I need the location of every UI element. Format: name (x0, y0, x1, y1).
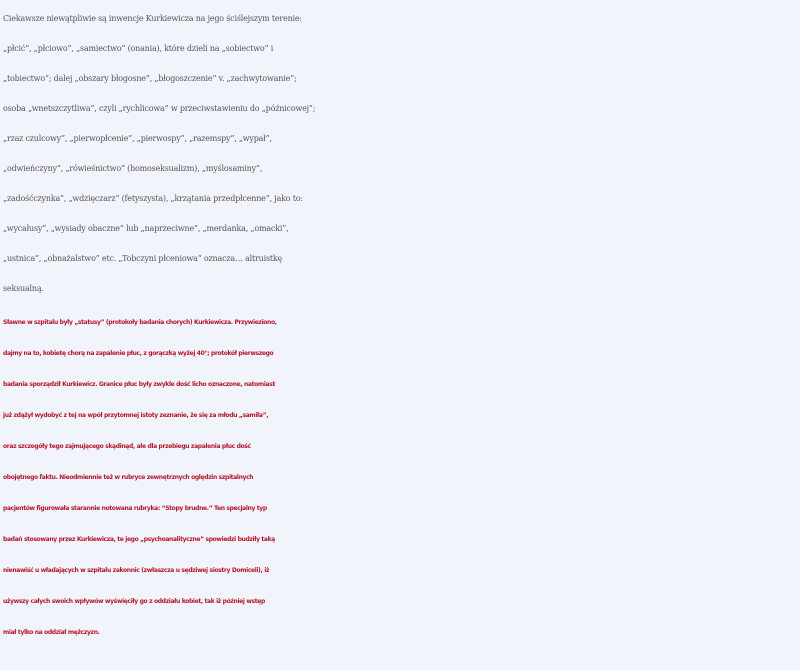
text-line: „odwieńczyny”, „rówieśnictwo” (homoseksualizm), „myślosaminy”, (3, 164, 263, 173)
text-line: pacjentów figurowała starannie notowana rubryka: “Stopy brudne.” Ten specjalny typ (3, 505, 267, 512)
text-line: miał tylko na oddział mężczyzn. (3, 629, 100, 636)
text-line: Sławne w szpitalu były „statusy” (protokoły badania chorych) Kurkiewicza. Przywieziono, (3, 319, 277, 326)
text-line: „wycałusy”, „wysiady obaczne” lub „naprzeciwne”, „merdanka, „omacki”, (3, 224, 289, 233)
text-line: „rzaz czulcowy”, „pierwopłcenie”, „pierwospy”, „razemspy”, „wypał”, (3, 134, 272, 143)
text-line: „zadośćczynka”, „wdzięczarz” (fetyszysta), „krzątania przedpłcenne”, jako to: (3, 194, 303, 203)
text-line: obojętnego faktu. Nieodmiennie też w rubryce zewnętrznych oględzin szpitalnych (3, 474, 254, 481)
text-line: już zdążył wydobyć z tej na wpół przytomnej istoty zeznanie, że się za młodu „samiła”, (3, 412, 269, 419)
text-line: używszy całych swoich wpływów wyświęciły go z oddziału kobiet, tak iż później wstęp (3, 598, 265, 605)
text-line: dajmy na to, kobietę chorą na zapalenie płuc, z gorączką wyżej 40°; protokół pierwszego (3, 350, 274, 357)
text-line: seksualną. (3, 284, 44, 293)
text-line: oraz szczegóły tego zajmującego skądinąd, ale dla przebiegu zapalenia płuc dość (3, 443, 251, 450)
text-line: badań stosowany przez Kurkiewicza, te jego „psychoanalityczne” spowiedzi budziły taką (3, 536, 275, 543)
paragraph-neologisms (3, 4, 800, 304)
paragraph-hospital-statuses (3, 307, 800, 648)
text-line: „płcić”, „płciowo”, „samiectwo” (onania), które dzieli na „sobiectwo” i (3, 44, 274, 53)
text-line: „ustnica”, „obnażalstwo” etc. „Tobczyni płceniowa” oznacza… altruistkę (3, 254, 283, 263)
text-line: badania sporządził Kurkiewicz. Granice płuc były zwykle dość licho oznaczone, natomiast (3, 381, 275, 388)
text-line: osoba „wnetszczytliwa”, czyli „rychlicowa” w przeciwstawieniu do „późnicowej”; (3, 104, 316, 113)
text-line: „tobiectwo”; dalej „obszary błogosne”, „błogoszczenie” v. „zachwytowanie”; (3, 74, 297, 83)
text-line: Ciekawsze niewątpliwie są inwencje Kurkiewicza na jego ściślejszym terenie: (3, 14, 302, 23)
text-line: nienawiść u władających w szpitalu zakonnic (zwłaszcza u sędziwej siostry Domiceli), iż (3, 567, 270, 574)
